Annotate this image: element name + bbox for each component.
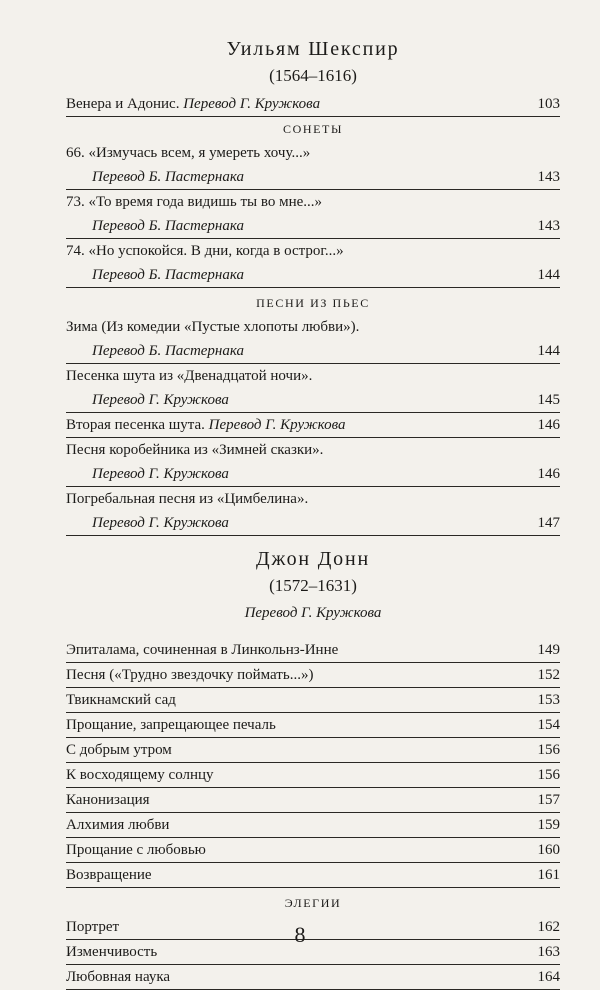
entry-page: 143 xyxy=(537,218,560,234)
entry-title: К восходящему солнцу xyxy=(66,767,214,783)
entry-translator: Перевод Б. Пастернака xyxy=(92,218,245,234)
section-title-elegies: ЭЛЕГИИ xyxy=(284,896,342,910)
entry-title: Любовная наука xyxy=(66,969,171,985)
entry-translator: Перевод Г. Кружкова xyxy=(92,392,229,408)
entry-page: 152 xyxy=(537,667,560,683)
toc-entry[interactable] xyxy=(66,141,560,165)
toc-entry[interactable] xyxy=(66,638,560,663)
entry-page: 154 xyxy=(537,717,560,733)
entry-translator: Перевод Г. Кружкова xyxy=(208,417,346,433)
toc-entry[interactable] xyxy=(66,788,560,813)
entry-title: Твикнамский сад xyxy=(66,692,176,708)
entry-translator: Перевод Г. Кружкова xyxy=(92,515,229,531)
entry-title: С добрым утром xyxy=(66,742,172,758)
entry-title: Вторая песенка шута. xyxy=(66,417,209,433)
toc-entry[interactable] xyxy=(66,92,560,117)
toc-entry-translator-line[interactable] xyxy=(66,263,560,288)
entry-title: Прощание, запрещающее печаль xyxy=(66,717,276,733)
section-title-sonnets: СОНЕТЫ xyxy=(282,122,344,136)
toc-entry[interactable] xyxy=(66,190,560,214)
entry-title: Зима (Из комедии «Пустые хлопоты любви»). xyxy=(66,319,360,335)
entry-page: 156 xyxy=(537,767,560,783)
entry-title: 73. «То время года видишь ты во мне...» xyxy=(66,194,323,210)
toc-entry[interactable] xyxy=(66,438,560,462)
entry-page: 144 xyxy=(537,267,560,283)
entry-page: 153 xyxy=(537,692,560,708)
toc-entry[interactable] xyxy=(66,663,560,688)
table-of-contents xyxy=(66,36,560,990)
entry-page: 159 xyxy=(537,817,560,833)
entry-page: 161 xyxy=(537,867,560,883)
entry-title: Песенка шута из «Двенадцатой ночи». xyxy=(66,368,313,384)
entry-page: 103 xyxy=(537,96,560,112)
toc-entry[interactable] xyxy=(66,315,560,339)
entry-page: 149 xyxy=(537,642,560,658)
entry-page: 143 xyxy=(537,169,560,185)
toc-entry[interactable] xyxy=(66,738,560,763)
entry-translator: Перевод Б. Пастернака xyxy=(92,169,245,185)
entry-title: 66. «Измучась всем, я умереть хочу...» xyxy=(66,145,311,161)
entry-page: 156 xyxy=(537,742,560,758)
entry-title: Погребальная песня из «Цимбелина». xyxy=(66,491,309,507)
entry-translator: Перевод Г. Кружкова xyxy=(183,96,321,112)
entry-title: Венера и Адонис. xyxy=(66,96,184,112)
entry-page: 146 xyxy=(537,466,560,482)
toc-entry[interactable] xyxy=(66,364,560,388)
entry-page: 147 xyxy=(537,515,560,531)
toc-entry[interactable] xyxy=(66,688,560,713)
author-name: Уильям Шекспир xyxy=(226,38,400,60)
toc-entry-translator-line[interactable] xyxy=(66,214,560,239)
entry-title: Изменчивость xyxy=(66,944,158,960)
toc-entry-translator-line[interactable] xyxy=(66,339,560,364)
entry-title: Песня («Трудно звездочку поймать...») xyxy=(66,667,314,683)
entry-translator: Перевод Б. Пастернака xyxy=(92,267,245,283)
entry-translator: Перевод Г. Кружкова xyxy=(92,466,229,482)
entry-title: Песня коробейника из «Зимней сказки». xyxy=(66,442,324,458)
entry-title: Эпиталама, сочиненная в Линкольнз-Инне xyxy=(66,642,339,658)
entry-page: 157 xyxy=(537,792,560,808)
author-years: (1572–1631) xyxy=(269,576,357,595)
entry-title: Прощание с любовью xyxy=(66,842,206,858)
toc-entry[interactable] xyxy=(66,487,560,511)
toc-entry[interactable] xyxy=(66,763,560,788)
entry-page: 164 xyxy=(537,969,560,985)
entry-page: 160 xyxy=(537,842,560,858)
entry-page: 144 xyxy=(537,343,560,359)
toc-entry-translator-line[interactable] xyxy=(66,388,560,413)
toc-entry[interactable] xyxy=(66,239,560,263)
entry-page: 145 xyxy=(537,392,560,408)
toc-entry-translator-line[interactable] xyxy=(66,462,560,487)
toc-entry-translator-line[interactable] xyxy=(66,511,560,536)
entry-page: 146 xyxy=(537,417,560,433)
section-title-songs: ПЕСНИ ИЗ ПЬЕС xyxy=(256,296,370,310)
toc-entry[interactable] xyxy=(66,838,560,863)
author-years: (1564–1616) xyxy=(269,66,357,85)
entry-page: 162 xyxy=(537,919,560,935)
entry-title: 74. «Но успокойся. В дни, когда в острог...» xyxy=(66,243,344,259)
entry-title: Канонизация xyxy=(66,792,150,808)
entry-page: 163 xyxy=(537,944,560,960)
toc-entry[interactable] xyxy=(66,713,560,738)
author-name: Джон Донн xyxy=(256,548,370,570)
toc-entry[interactable] xyxy=(66,813,560,838)
toc-entry[interactable] xyxy=(66,413,560,438)
toc-entry[interactable] xyxy=(66,863,560,888)
entry-translator: Перевод Б. Пастернака xyxy=(92,343,245,359)
entry-title: Возвращение xyxy=(66,867,152,883)
entry-title: Алхимия любви xyxy=(66,817,170,833)
page-number: 8 xyxy=(294,922,306,947)
author-translator: Перевод Г. Кружкова xyxy=(244,605,382,621)
toc-entry-translator-line[interactable] xyxy=(66,165,560,190)
entry-title: Портрет xyxy=(66,919,120,935)
